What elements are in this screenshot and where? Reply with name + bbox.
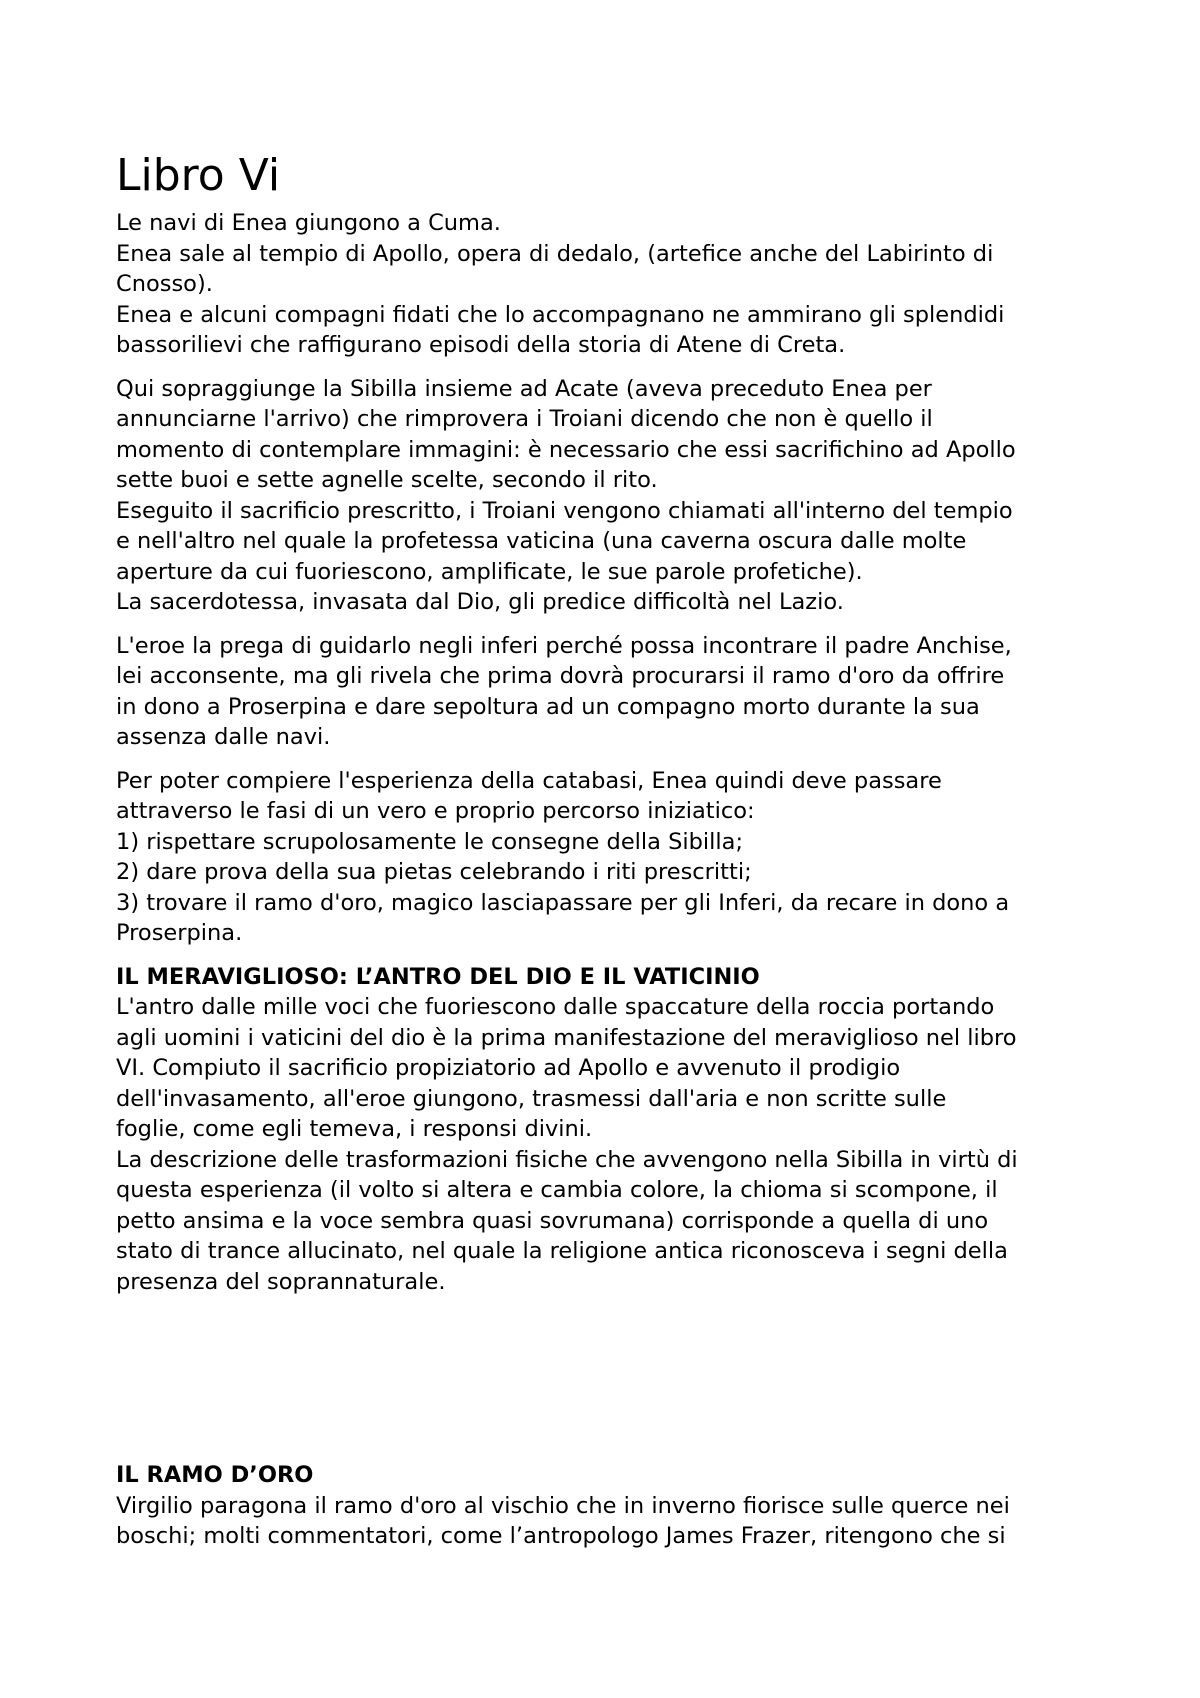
text-line: VI. Compiuto il sacrificio propiziatorio ad Apollo e avvenuto il prodigio	[116, 1055, 901, 1081]
text-line: Virgilio paragona il ramo d'oro al vischio che in inverno fiorisce sulle querce nei	[116, 1492, 1010, 1519]
text-line: questa esperienza (il volto si altera e cambia colore, la chioma si scompone, il	[116, 1177, 998, 1203]
paragraph-arrival-cuma	[116, 208, 1106, 361]
list-item: Proserpina.	[116, 920, 243, 946]
text-line: attraverso le fasi di un vero e proprio percorso iniziatico:	[116, 798, 755, 824]
text-line: La sacerdotessa, invasata dal Dio, gli predice difficoltà nel Lazio.	[116, 589, 844, 615]
section-heading: IL MERAVIGLIOSO: L’ANTRO DEL DIO E IL VATICINIO	[116, 963, 760, 990]
text-line: dell'invasamento, all'eroe giungono, trasmessi dall'aria e non scritte sulle	[116, 1085, 947, 1112]
text-line: lei acconsente, ma gli rivela che prima dovrà procurarsi il ramo d'oro da offrire	[116, 663, 1005, 689]
paragraph-sibilla	[116, 374, 1106, 618]
text-line: Enea e alcuni compagni fidati che lo accompagnano ne ammirano gli splendidi	[116, 301, 1005, 328]
text-line: Eseguito il sacrificio prescritto, i Troiani vengono chiamati all'interno del tempio	[116, 497, 1013, 524]
text-line: aperture da cui fuoriescono, amplificate, le sue parole profetiche).	[116, 558, 863, 585]
text-line: assenza dalle navi.	[116, 724, 331, 750]
text-line: petto ansima e la voce sembra quasi sovrumana) corrisponde a quella di uno	[116, 1207, 989, 1234]
text-line: stato di trance allucinato, nel quale la religione antica riconosceva i segni della	[116, 1238, 1008, 1264]
text-line: foglie, come egli temeva, i responsi divini.	[116, 1116, 593, 1142]
section-heading: IL RAMO D’ORO	[116, 1462, 314, 1488]
text-line: e nell'altro nel quale la profetessa vaticina (una caverna oscura dalle molte	[116, 528, 967, 554]
paragraph-anchise	[116, 631, 1106, 753]
document-page	[116, 150, 1106, 1565]
blank-space	[116, 1310, 1106, 1460]
list-item: 2) dare prova della sua pietas celebrando i riti prescritti;	[116, 859, 752, 885]
text-line: Cnosso).	[116, 271, 213, 297]
text-line: L'antro dalle mille voci che fuoriescono dalle spaccature della roccia portando	[116, 994, 995, 1020]
list-item: 1) rispettare scrupolosamente le consegne della Sibilla;	[116, 828, 744, 855]
text-line: Enea sale al tempio di Apollo, opera di dedalo, (artefice anche del Labirinto di	[116, 240, 994, 267]
text-line: Per poter compiere l'esperienza della catabasi, Enea quindi deve passare	[116, 767, 942, 794]
document-title: Libro Vi	[116, 150, 281, 201]
text-line: boschi; molti commentatori, come l’antropologo James Frazer, ritengono che si	[116, 1523, 1006, 1549]
text-line: presenza del soprannaturale.	[116, 1268, 446, 1295]
text-line: La descrizione delle trasformazioni fisiche che avvengono nella Sibilla in virtù di	[116, 1146, 1018, 1173]
section-ramo-doro	[116, 1460, 1106, 1552]
text-line: bassorilievi che raffigurano episodi della storia di Atene di Creta.	[116, 332, 846, 358]
text-line: sette buoi e sette agnelle scelte, secondo il rito.	[116, 467, 658, 493]
paragraph-catabasi	[116, 766, 1106, 949]
text-line: in dono a Proserpina e dare sepoltura ad un compagno morto durante la sua	[116, 693, 980, 720]
text-line: agli uomini i vaticini del dio è la prima manifestazione del meraviglioso nel libro	[116, 1024, 1017, 1051]
text-line: Le navi di Enea giungono a Cuma.	[116, 210, 501, 236]
section-meraviglioso	[116, 962, 1106, 1298]
text-line: momento di contemplare immagini: è necessario che essi sacrifichino ad Apollo	[116, 436, 1016, 463]
text-line: annunciarne l'arrivo) che rimprovera i Troiani dicendo che non è quello il	[116, 406, 933, 432]
list-item: 3) trovare il ramo d'oro, magico lasciapassare per gli Inferi, da recare in dono a	[116, 889, 1010, 916]
text-line: Qui sopraggiunge la Sibilla insieme ad Acate (aveva preceduto Enea per	[116, 375, 932, 402]
text-line: L'eroe la prega di guidarlo negli inferi perché possa incontrare il padre Anchise,	[116, 632, 1012, 659]
